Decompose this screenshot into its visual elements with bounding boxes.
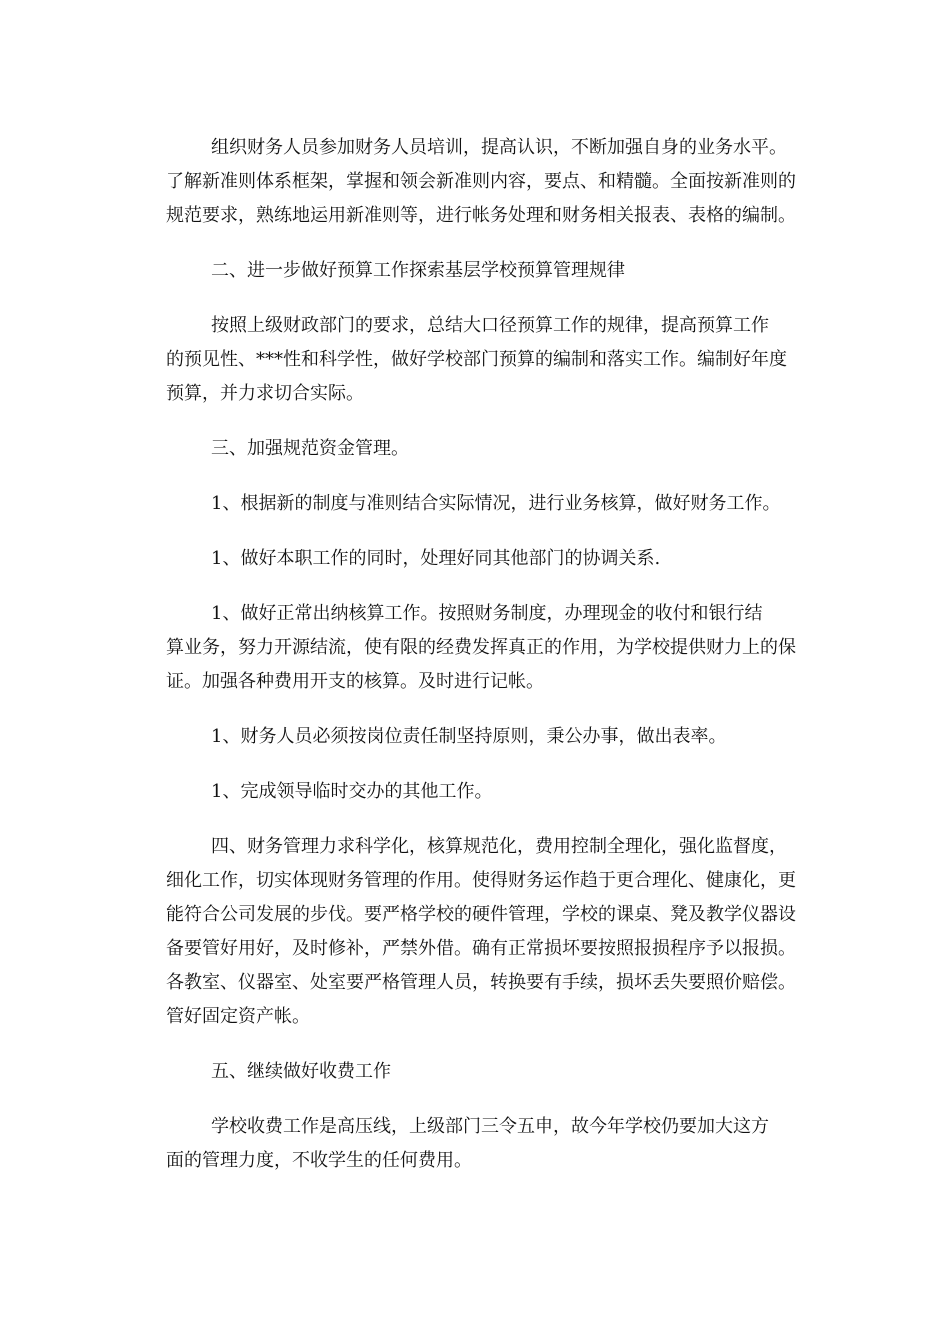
section-heading-budget: [166, 254, 832, 288]
text-line: 能符合公司发展的步伐。要严格学校的硬件管理，学校的课桌、凳及教学仪器设: [166, 904, 796, 925]
text-line: 1、做好本职工作的同时，处理好同其他部门的协调关系.: [211, 548, 661, 569]
list-item: [166, 720, 832, 754]
section-heading-fees: [166, 1055, 832, 1089]
list-item: [166, 775, 832, 809]
text-line: 1、根据新的制度与准则结合实际情况，进行业务核算，做好财务工作。: [211, 493, 781, 514]
text-line: 四、财务管理力求科学化，核算规范化，费用控制全理化，强化监督度，: [211, 836, 787, 857]
text-line: 细化工作，切实体现财务管理的作用。使得财务运作趋于更合理化、健康化，更: [166, 870, 796, 891]
paragraph-budget: [166, 309, 832, 411]
paragraph-management: [166, 830, 832, 1034]
text-line: 1、做好正常出纳核算工作。按照财务制度，办理现金的收付和银行结: [211, 603, 763, 624]
text-line: 规范要求，熟练地运用新准则等，进行帐务处理和财务相关报表、表格的编制。: [166, 205, 796, 226]
text-line: 1、完成领导临时交办的其他工作。: [211, 781, 493, 802]
text-line: 各教室、仪器室、处室要严格管理人员，转换要有手续，损坏丢失要照价赔偿。: [166, 972, 796, 993]
list-item: [166, 487, 832, 521]
paragraph-fees: [166, 1110, 832, 1178]
text-line: 按照上级财政部门的要求，总结大口径预算工作的规律，提高预算工作: [211, 315, 769, 336]
text-line: 证。加强各种费用开支的核算。及时进行记帐。: [166, 671, 544, 692]
text-line: 算业务，努力开源结流，使有限的经费发挥真正的作用，为学校提供财力上的保: [166, 637, 796, 658]
text-line: 管好固定资产帐。: [166, 1006, 310, 1027]
text-line: 学校收费工作是高压线，上级部门三令五申，故今年学校仍要加大这方: [211, 1116, 769, 1137]
paragraph-training: [166, 131, 832, 233]
text-line: 三、加强规范资金管理。: [211, 438, 409, 459]
text-line: 组织财务人员参加财务人员培训，提高认识，不断加强自身的业务水平。: [211, 137, 787, 158]
text-line: 1、财务人员必须按岗位责任制坚持原则，秉公办事，做出表率。: [211, 726, 727, 747]
list-item: [166, 597, 832, 699]
text-line: 二、进一步做好预算工作探索基层学校预算管理规律: [211, 260, 625, 281]
text-line: 了解新准则体系框架，掌握和领会新准则内容，要点、和精髓。全面按新准则的: [166, 171, 796, 192]
section-heading-funds: [166, 432, 832, 466]
text-line: 五、继续做好收费工作: [211, 1061, 391, 1082]
text-line: 预算，并力求切合实际。: [166, 383, 364, 404]
text-line: 备要管好用好，及时修补，严禁外借。确有正常损坏要按照报损程序予以报损。: [166, 938, 796, 959]
document-body: [166, 131, 832, 1199]
text-line: 面的管理力度，不收学生的任何费用。: [166, 1150, 472, 1171]
text-line: 的预见性、***性和科学性，做好学校部门预算的编制和落实工作。编制好年度: [166, 349, 787, 370]
list-item: [166, 542, 832, 576]
